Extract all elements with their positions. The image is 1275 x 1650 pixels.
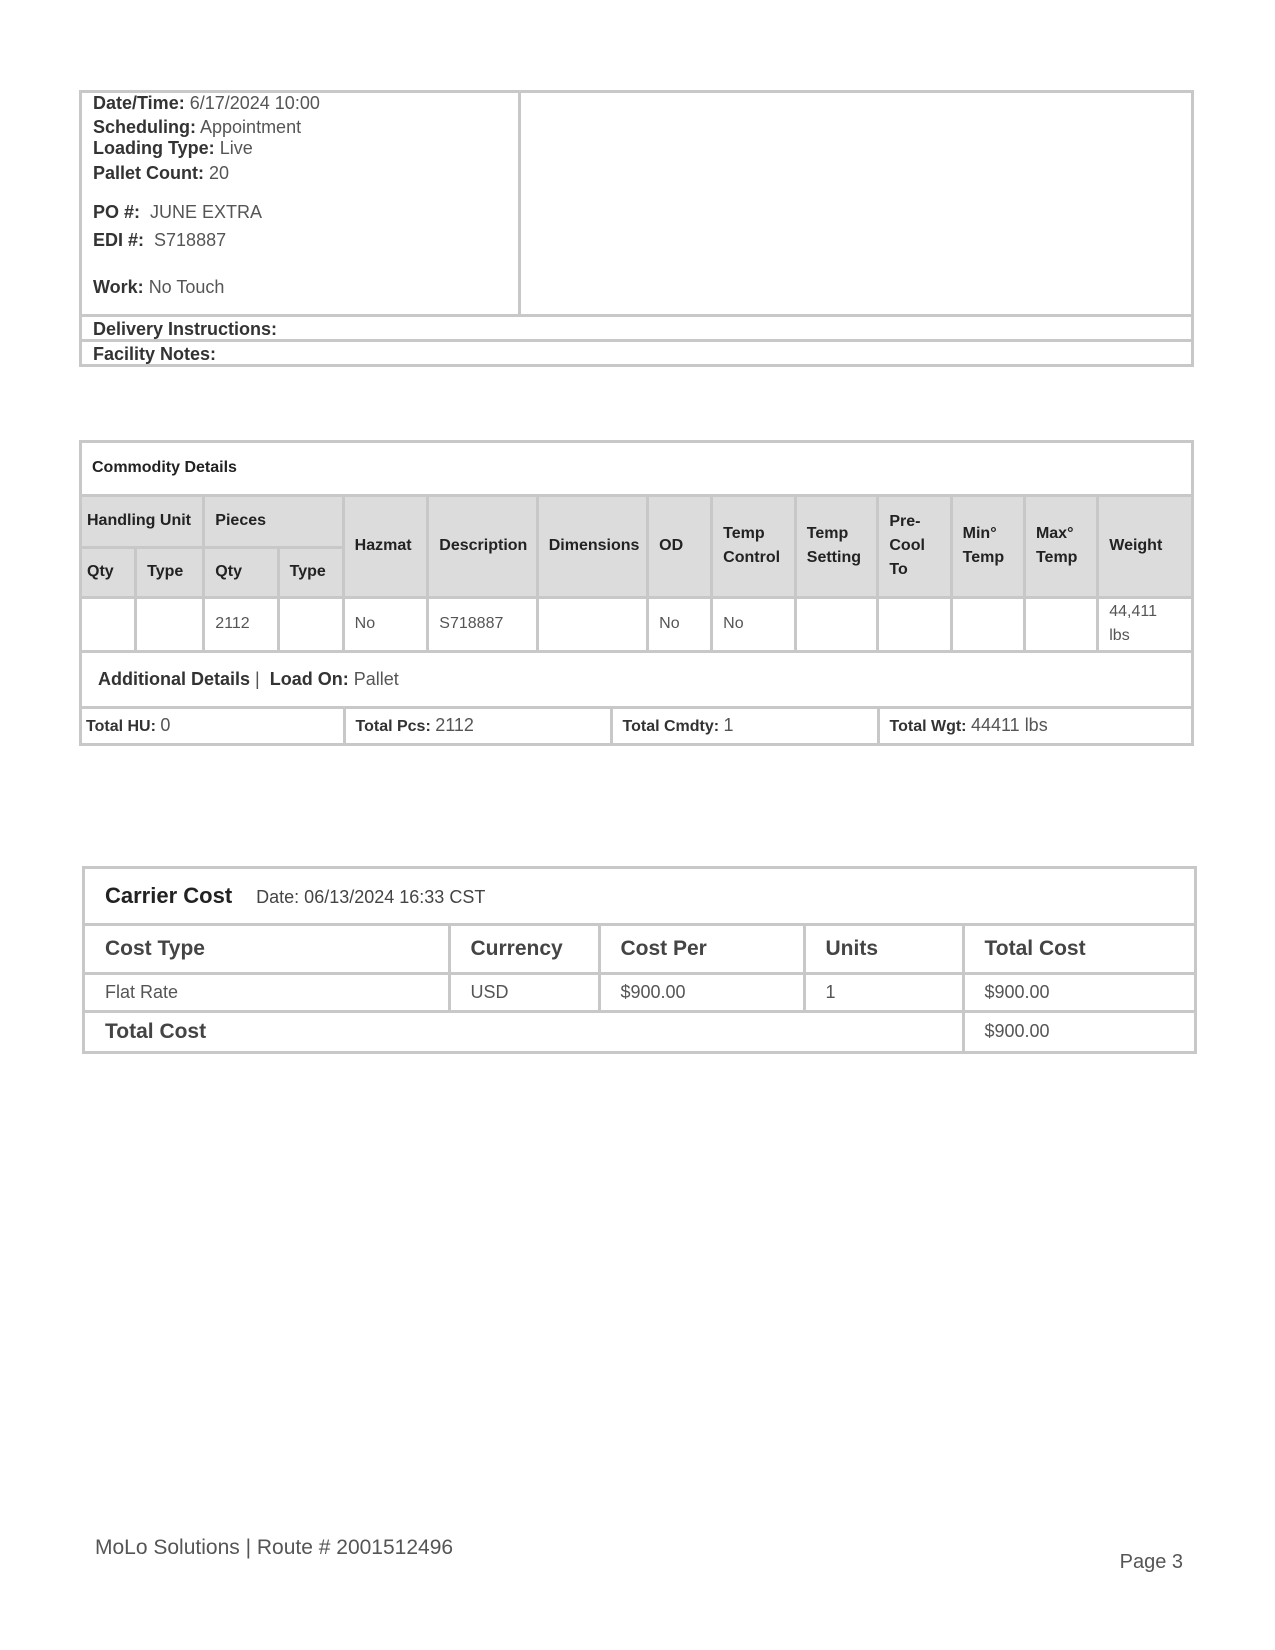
total-wgt-value: 44411 lbs: [970, 715, 1048, 735]
cell-currency: USD: [449, 973, 599, 1011]
total-pcs: [344, 709, 611, 743]
facility-notes-label: Facility Notes:: [93, 344, 217, 364]
header-hazmat: Hazmat: [343, 495, 428, 597]
pallet-count-label: Pallet Count:: [93, 163, 204, 183]
header-pc-qty: Qty: [204, 547, 278, 597]
datetime-value: 6/17/2024 10:00: [189, 93, 320, 113]
col-units: Units: [804, 924, 963, 973]
header-precool: Pre-Cool To: [878, 495, 951, 597]
total-pcs-label: Total Pcs:: [355, 718, 431, 735]
cell-hu-qty: [82, 597, 136, 651]
header-description: Description: [428, 495, 537, 597]
cell-cost-type: Flat Rate: [85, 973, 449, 1011]
facility-notes-row: [82, 339, 1191, 364]
cell-description: S718887: [428, 597, 537, 651]
edi-value: S718887: [154, 230, 227, 250]
cell-hazmat: No: [343, 597, 428, 651]
total-wgt-label: Total Wgt:: [889, 718, 967, 735]
header-hu-type: Type: [136, 547, 204, 597]
header-dimensions: Dimensions: [537, 495, 647, 597]
header-min-temp: Min° Temp: [951, 495, 1024, 597]
header-temp-control: Temp Control: [712, 495, 796, 597]
cell-dimensions: [537, 597, 647, 651]
header-weight: Weight: [1098, 495, 1191, 597]
pallet-count-value: 20: [209, 163, 230, 183]
footer-route: MoLo Solutions | Route # 2001512496: [95, 1536, 454, 1559]
header-temp-setting: Temp Setting: [795, 495, 878, 597]
load-on-label: Load On:: [269, 668, 349, 689]
header-pieces: Pieces: [204, 495, 343, 547]
total-hu-value: 0: [160, 715, 171, 735]
datetime-label: Date/Time:: [93, 93, 185, 113]
edi-label: EDI #:: [93, 230, 145, 250]
total-cmdty-value: 1: [723, 715, 734, 735]
total-cost-value: $900.00: [963, 1011, 1194, 1051]
cell-weight: 44,411 lbs: [1098, 597, 1191, 651]
loading-type-label: Loading Type:: [93, 138, 215, 158]
cell-temp-setting: [795, 597, 878, 651]
cell-max-temp: [1024, 597, 1097, 651]
header-max-temp: Max° Temp: [1024, 495, 1097, 597]
total-hu-label: Total HU:: [86, 718, 156, 735]
cell-min-temp: [951, 597, 1024, 651]
total-cost-label: Total Cost: [85, 1011, 963, 1051]
total-cmdty: [611, 709, 878, 743]
load-on-value: Pallet: [353, 668, 399, 689]
scheduling-value: Appointment: [200, 117, 302, 137]
cell-total-cost: $900.00: [963, 973, 1194, 1011]
work-label: Work:: [93, 277, 144, 297]
po-label: PO #:: [93, 202, 141, 222]
cell-hu-type: [136, 597, 204, 651]
po-value: JUNE EXTRA: [150, 202, 263, 222]
total-cmdty-label: Total Cmdty:: [622, 718, 720, 735]
carrier-cost-header: [85, 869, 1194, 924]
table-row: [82, 597, 1191, 651]
cell-units: 1: [804, 973, 963, 1011]
total-hu: [82, 709, 344, 743]
delivery-instructions-label: Delivery Instructions:: [93, 319, 278, 339]
carrier-cost-date: Date: 06/13/2024 16:33 CST: [256, 886, 486, 907]
delivery-instructions-row: [82, 314, 1191, 339]
header-od: OD: [648, 495, 712, 597]
col-cost-type: Cost Type: [85, 924, 449, 973]
cell-od: No: [648, 597, 712, 651]
cell-temp-control: No: [712, 597, 796, 651]
total-wgt: [878, 709, 1191, 743]
shipment-details: [82, 93, 521, 314]
header-handling-unit: Handling Unit: [82, 495, 204, 547]
total-pcs-value: 2112: [435, 715, 474, 735]
loading-type-value: Live: [219, 138, 253, 158]
cell-precool: [878, 597, 951, 651]
col-currency: Currency: [449, 924, 599, 973]
shipment-info-box: [79, 90, 1194, 367]
cell-pc-qty: 2112: [204, 597, 278, 651]
col-cost-per: Cost Per: [599, 924, 804, 973]
additional-details: Additional Details | Load On: Pallet: [82, 651, 1191, 707]
carrier-cost-table: [82, 866, 1197, 1054]
cell-pc-type: [278, 597, 343, 651]
commodity-details-table: [79, 440, 1194, 746]
page-number: Page 3: [1119, 1551, 1183, 1573]
additional-details-label: Additional Details: [98, 668, 251, 689]
carrier-cost-title: Carrier Cost: [105, 882, 233, 908]
cell-cost-per: $900.00: [599, 973, 804, 1011]
work-value: No Touch: [148, 277, 225, 297]
col-total-cost: Total Cost: [963, 924, 1194, 973]
header-pc-type: Type: [278, 547, 343, 597]
table-row: [85, 973, 1194, 1011]
commodity-title: Commodity Details: [82, 443, 1191, 495]
scheduling-label: Scheduling:: [93, 117, 196, 137]
shipment-details-blank: [521, 93, 1191, 314]
header-hu-qty: Qty: [82, 547, 136, 597]
